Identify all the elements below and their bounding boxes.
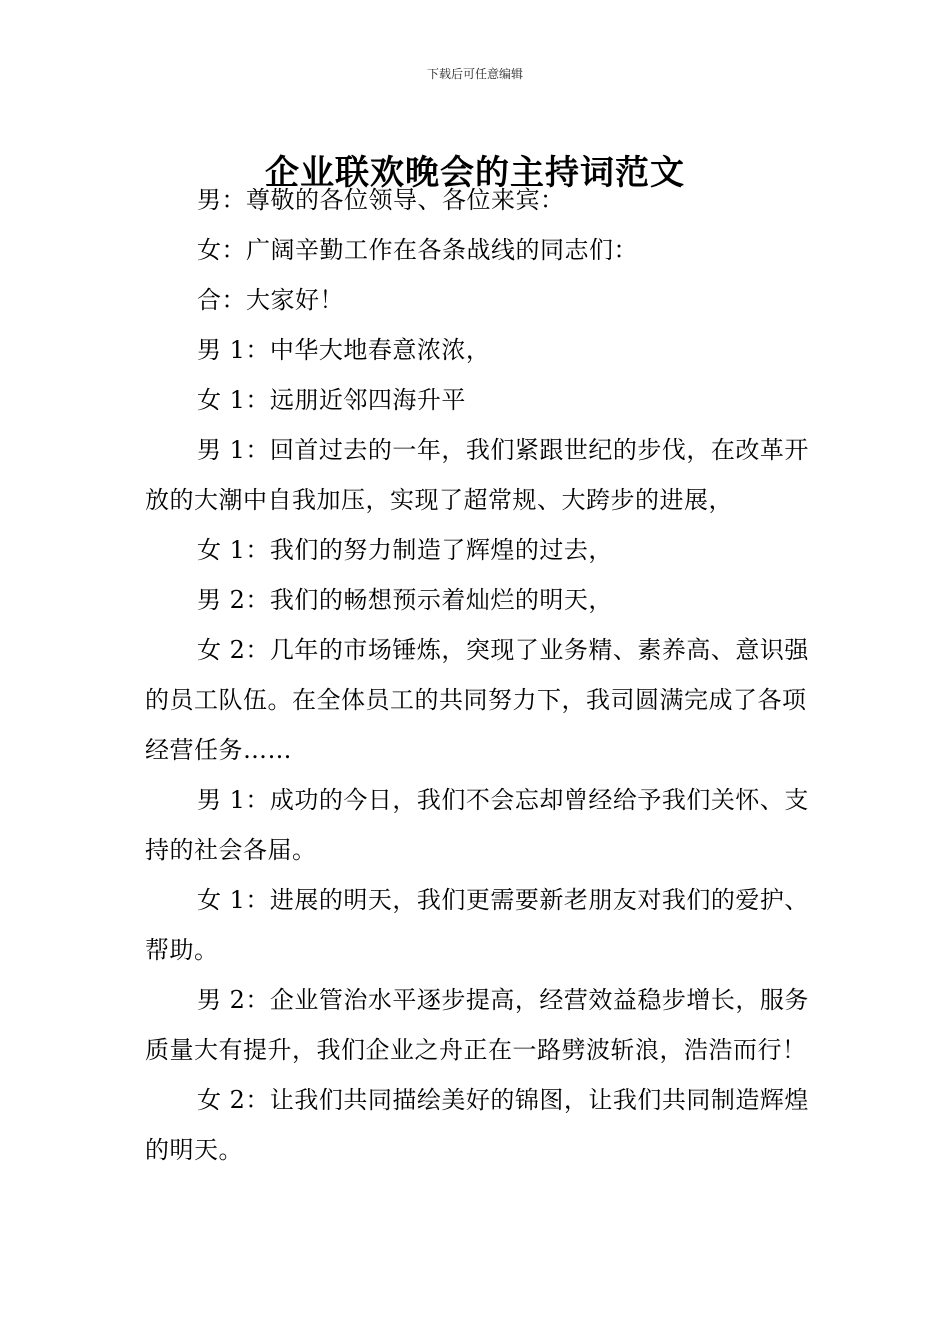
paragraph: 女 1：进展的明天，我们更需要新老朋友对我们的爱护、帮助。 <box>145 886 809 964</box>
paragraph: 男：尊敬的各位领导、各位来宾： <box>197 186 565 214</box>
document-title: 企业联欢晚会的主持词范文 <box>265 152 685 193</box>
paragraph: 女 1：我们的努力制造了辉煌的过去， <box>197 536 613 564</box>
header-note: 下载后可任意编辑 <box>426 67 523 81</box>
paragraph: 男 2：我们的畅想预示着灿烂的明天， <box>197 586 613 614</box>
document-body <box>145 175 815 1175</box>
paragraph: 女 1：远朋近邻四海升平 <box>197 386 466 414</box>
paragraph: 女 2：让我们共同描绘美好的锦图，让我们共同制造辉煌的明天。 <box>145 1086 809 1164</box>
paragraph: 女：广阔辛勤工作在各条战线的同志们： <box>197 236 638 264</box>
paragraph: 男 1：成功的今日，我们不会忘却曾经给予我们关怀、支持的社会各届。 <box>145 786 809 864</box>
paragraph: 女 2：几年的市场锤炼，突现了业务精、素养高、意识强的员工队伍。在全体员工的共同努力下，我司圆满完成了各项经营任务…… <box>145 636 809 764</box>
paragraph: 男 2：企业管治水平逐步提高，经营效益稳步增长，服务质量大有提升，我们企业之舟正在一路劈波斩浪，浩浩而行！ <box>145 986 809 1064</box>
paragraph: 合：大家好！ <box>197 286 344 314</box>
paragraph: 男 1：中华大地春意浓浓， <box>197 336 491 364</box>
paragraph: 男 1：回首过去的一年，我们紧跟世纪的步伐，在改革开放的大潮中自我加压，实现了超常规、大跨步的进展， <box>145 436 809 514</box>
